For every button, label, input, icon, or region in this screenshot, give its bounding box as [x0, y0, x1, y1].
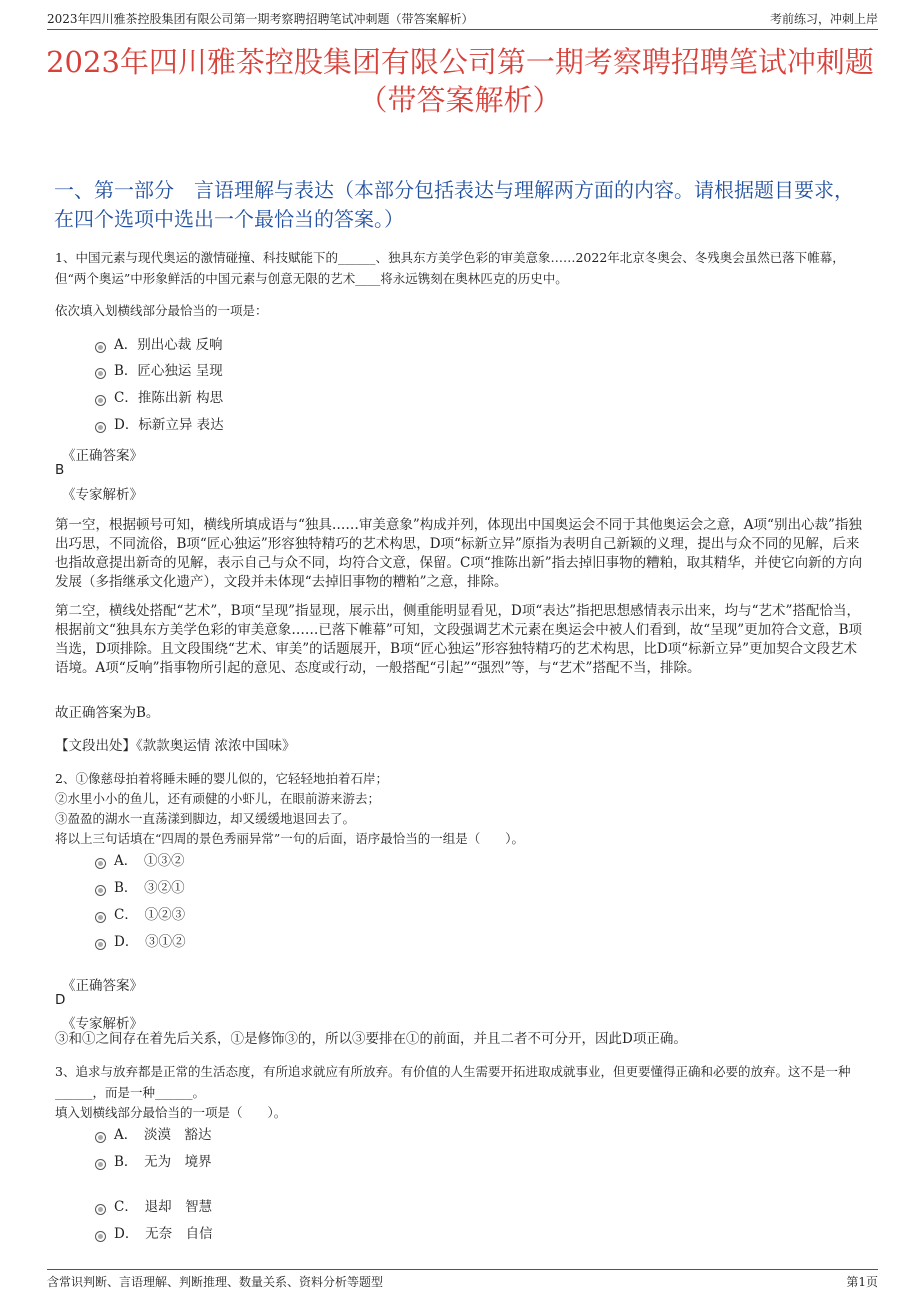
radio-icon[interactable]	[95, 885, 106, 896]
q2-option-a-label: A． ①③②	[114, 853, 185, 869]
page-header	[47, 10, 878, 30]
q2-answer-label: 《正确答案》	[62, 978, 143, 994]
q1-stem: 1、中国元素与现代奥运的激情碰撞、科技赋能下的______、独具东方美学色彩的审美意象……2022年北京冬奥会、冬残奥会虽然已落下帷幕，但“两个奥运”中形象鲜活的中国元素与创意无限的艺术____将永远镌刻在奥林匹克的历史中。	[55, 250, 845, 286]
radio-icon[interactable]	[95, 368, 106, 379]
radio-icon[interactable]	[95, 422, 106, 433]
radio-icon[interactable]	[95, 1159, 106, 1170]
q1-option-c[interactable]	[95, 389, 223, 407]
q2-prompt: 将以上三句话填在“四周的景色秀丽异常”一句的后面，语序最恰当的一组是（ ）。	[55, 831, 525, 846]
radio-icon[interactable]	[95, 342, 106, 353]
q2-option-c-label: C． ①②③	[114, 907, 186, 923]
q1-option-b-label: B．匠心独运 呈现	[114, 363, 223, 379]
q3-option-a[interactable]	[95, 1126, 212, 1144]
q1-analysis-paragraph-2: 第二空，横线处搭配“艺术”，B项“呈现”指显现，展示出，侧重能明显看见，D项“表达”指把思想感情表示出来，均与“艺术”搭配恰当，根据前文“独具东方美学色彩的审美意象……已落下帷幕”可知，文段强调艺术元素在奥运会中被人们看到，故“呈现”更加符合文意，B项当选，D项排除。且文段围绕“艺术、审美”的话题展开，B项“匠心独运”形容独特精巧的艺术构思，比D项“标新立异”更加契合文段艺术语境。A项“反响”指事物所引起的意见、态度或行动，一般搭配“引起”“强烈”等，与“艺术”搭配不当，排除。	[55, 603, 863, 676]
radio-icon[interactable]	[95, 1204, 106, 1215]
radio-icon[interactable]	[95, 395, 106, 406]
q2-option-b[interactable]	[95, 879, 185, 897]
q1-prompt: 依次填入划横线部分最恰当的一项是：	[55, 303, 268, 318]
radio-icon[interactable]	[95, 1231, 106, 1242]
q2-option-a[interactable]	[95, 852, 185, 870]
footer-description: 含常识判断、言语理解、判断推理、数量关系、资料分析等题型	[47, 1275, 384, 1289]
q2-analysis-label: 《专家解析》	[62, 1016, 143, 1032]
q1-analysis-label: 《专家解析》	[62, 487, 143, 503]
q1-answer: B	[55, 462, 65, 478]
radio-icon[interactable]	[95, 939, 106, 950]
radio-icon[interactable]	[95, 1132, 106, 1143]
q2-analysis: ③和①之间存在着先后关系，①是修饰③的，所以③要排在①的前面，并且二者不可分开，因此D项正确。	[55, 1031, 687, 1047]
q2-answer: D	[55, 992, 66, 1008]
q2-option-d[interactable]	[95, 933, 186, 951]
q3-option-c-label: C． 退却 智慧	[114, 1199, 213, 1215]
page-number: 第1页	[846, 1275, 878, 1289]
header-doc-title: 2023年四川雅茶控股集团有限公司第一期考察聘招聘笔试冲刺题（带答案解析）	[47, 12, 474, 26]
q2-line-3: ③盈盈的湖水一直荡漾到脚边，却又缓缓地退回去了。	[55, 811, 356, 826]
q1-option-b[interactable]	[95, 362, 223, 380]
q1-option-d-label: D．标新立异 表达	[114, 417, 224, 433]
q1-analysis-paragraph-1: 第一空，根据顿号可知，横线所填成语与“独具……审美意象”构成并列，体现出中国奥运会不同于其他奥运会之意，A项“别出心裁”指独出巧思，不同流俗，B项“匠心独运”形容独特精巧的艺术构思，D项“标新立异”原指为表明自己新颖的义理，提出与众不同的见解，后来也指故意提出新奇的见解，表示自己与众不同，均符合文意，保留。C项“推陈出新”指去掉旧事物的糟粕，取其精华，并使它向新的方向发展（多指继承文化遗产），文段并未体现“去掉旧事物的糟粕”之意，排除。	[55, 517, 863, 590]
q3-option-d[interactable]	[95, 1225, 213, 1243]
radio-icon[interactable]	[95, 912, 106, 923]
q3-option-d-label: D． 无奈 自信	[114, 1226, 213, 1242]
q2-line-1: 2、①像慈母拍着将睡未睡的婴儿似的，它轻轻地拍着石岸；	[55, 771, 388, 786]
q1-option-a-label: A．别出心裁 反响	[114, 337, 223, 353]
q2-option-b-label: B． ③②①	[114, 880, 185, 896]
q2-line-2: ②水里小小的鱼儿，还有顽健的小虾儿，在眼前游来游去；	[55, 791, 381, 806]
q1-option-d[interactable]	[95, 416, 224, 434]
page-footer	[47, 1269, 878, 1290]
q2-option-c[interactable]	[95, 906, 185, 924]
q3-prompt: 填入划横线部分最恰当的一项是（ ）。	[55, 1105, 287, 1120]
section-heading: 一、第一部分 言语理解与表达（本部分包括表达与理解两方面的内容。请根据题目要求，在四个选项中选出一个最恰当的答案。）	[54, 178, 854, 231]
radio-icon[interactable]	[95, 858, 106, 869]
q1-option-c-label: C．推陈出新 构思	[114, 390, 224, 406]
q1-conclusion: 故正确答案为B。	[55, 705, 160, 721]
q1-answer-label: 《正确答案》	[62, 448, 143, 464]
q2-option-d-label: D． ③①②	[114, 934, 186, 950]
q1-option-a[interactable]	[95, 336, 223, 354]
header-slogan: 考前练习，冲刺上岸	[769, 12, 878, 26]
q3-option-c[interactable]	[95, 1198, 212, 1216]
page-title: 2023年四川雅茶控股集团有限公司第一期考察聘招聘笔试冲刺题（带答案解析）	[46, 45, 874, 117]
q3-option-b-label: B． 无为 境界	[114, 1154, 212, 1170]
q3-option-a-label: A． 淡漠 豁达	[114, 1127, 212, 1143]
q3-stem: 3、追求与放弃都是正常的生活态度，有所追求就应有所放弃。有价值的人生需要开拓进取成就事业，但更要懂得正确和必要的放弃。这不是一种______，而是一种______。	[55, 1064, 851, 1100]
q1-source: 【文段出处】《款款奥运情 浓浓中国味》	[55, 738, 296, 754]
q3-option-b[interactable]	[95, 1153, 212, 1171]
